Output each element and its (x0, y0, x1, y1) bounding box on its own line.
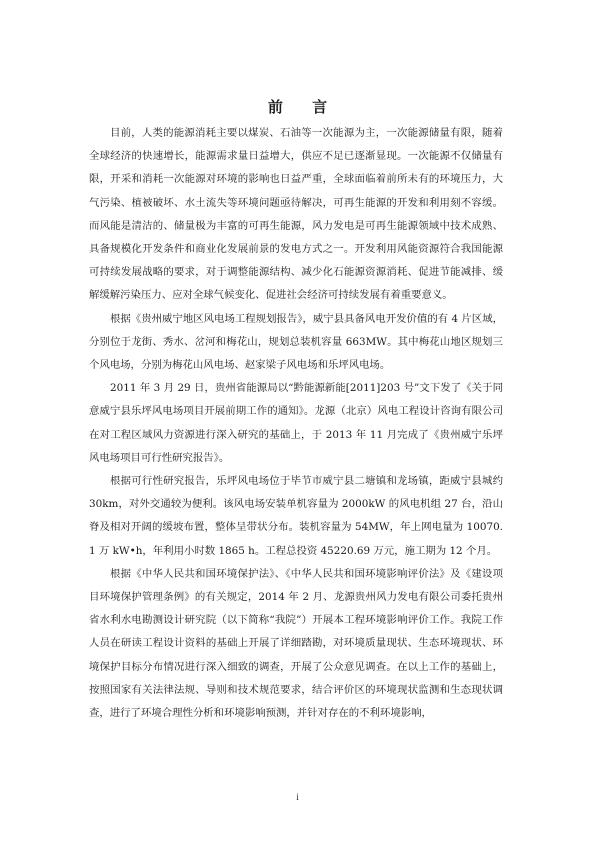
page-number: i (296, 792, 299, 802)
page-title: 前 言 (267, 98, 340, 116)
paragraph: 根据可行性研究报告，乐坪风电场位于毕节市威宁县二塘镇和龙场镇，距威宁县城约 30km，对外交通较为便利。该风电场安装单机容量为 2000kW 的风电机组 27 台，沿山脊及相对开阔的缓坡布置，整体呈带状分布。装机容量为 54MW，年上网电量为 10070.1 万 kW•h，年利用小时数 1865 h。工程总投资 45220.69 万元，施工期为 12 个月。 (89, 475, 503, 557)
document-body (89, 122, 503, 725)
paragraph: 根据《贵州威宁地区风电场工程规划报告》，威宁县具备风电开发价值的有 4 片区域，分别位于龙街、秀水、岔河和梅花山，规划总装机容量 663MW。其中梅花山地区规划三个风电场，分别为梅花山风电场、赵家梁子风电场和乐坪风电场。 (89, 312, 503, 372)
paragraph: 目前，人类的能源消耗主要以煤炭、石油等一次能源为主，一次能源储量有限，随着全球经济的快速增长，能源需求量日益增大，供应不足已逐渐显现。一次能源不仅储量有限，开采和消耗一次能源对环境的影响也日益严重，全球面临着前所未有的环境压力，大气污染、植被破坏、水土流失等环境问题亟待解决，可再生能源的开发和利用刻不容缓。而风能是清洁的、储量极为丰富的可再生能源，风力发电是可再生能源领域中技术成熟、具备规模化开发条件和商业化发展前景的发电方式之一。开发利用风能资源符合我国能源可持续发展战略的要求，对于调整能源结构、减少化石能源资源消耗、促进节能减排、缓解缓解污染压力、应对全球气候变化、促进社会经济可持续发展有着重要意义。 (89, 127, 503, 302)
paragraph: 2011 年 3 月 29 日，贵州省能源局以“黔能源新能[2011]203 号”文下发了《关于同意威宁县乐坪风电场项目开展前期工作的通知》。龙源（北京）风电工程设计咨询有限公司在对工程区域风力资源进行深入研究的基础上，于 2013 年 11 月完成了《贵州威宁乐坪风电场项目可行性研究报告》。 (89, 382, 503, 464)
paragraph: 根据《中华人民共和国环境保护法》、《中华人民共和国环境影响评价法》及《建设项目环境保护管理条例》的有关规定，2014 年 2 月、龙源贵州风力发电有限公司委托贵州省水利水电勘测设计研究院（以下简称“我院”）开展本工程环境影响评价工作。我院工作人员在研读工程设计资料的基础上开展了详细踏勘，对环境质量现状、生态环境现状、环境保护目标分布情况进行深入细致的调查，开展了公众意见调查。在以上工作的基础上，按照国家有关法律法规、导则和技术规范要求，结合评价区的环境现状监测和生态现状调查，进行了环境合理性分析和环境影响预测，并针对存在的不利环境影响， (89, 567, 503, 720)
